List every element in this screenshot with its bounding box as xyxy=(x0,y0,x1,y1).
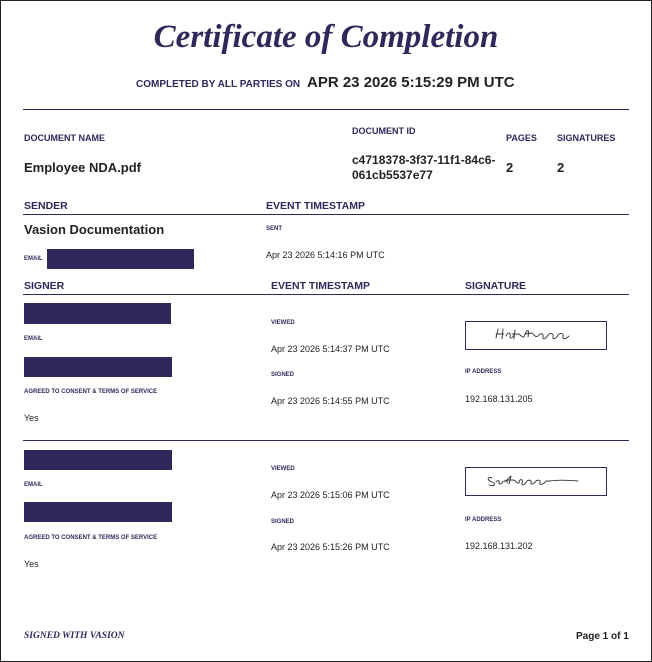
divider xyxy=(23,294,629,295)
handwritten-signature-icon xyxy=(466,468,606,495)
signed-with-brand: SIGNED WITH VASION xyxy=(24,631,125,641)
ip-address-label: IP ADDRESS xyxy=(465,369,502,375)
signature-image xyxy=(465,467,607,496)
page-number: Page 1 of 1 xyxy=(576,631,629,642)
signatures-label: SIGNATURES xyxy=(557,133,616,143)
handwritten-signature-icon xyxy=(466,322,606,349)
redacted-sender-email xyxy=(47,249,194,269)
sender-event-time: Apr 23 2026 5:14:16 PM UTC xyxy=(266,250,385,260)
signer-email-label: EMAIL xyxy=(24,336,43,342)
signed-time: Apr 23 2026 5:15:26 PM UTC xyxy=(271,542,390,552)
redacted-signer-email xyxy=(24,502,172,522)
signatures-count: 2 xyxy=(557,160,565,175)
consent-value: Yes xyxy=(24,559,39,569)
consent-value: Yes xyxy=(24,413,39,423)
document-name: Employee NDA.pdf xyxy=(24,160,142,175)
ip-address-label: IP ADDRESS xyxy=(465,517,502,523)
pages-label: PAGES xyxy=(506,133,537,143)
signature-header: SIGNATURE xyxy=(465,280,527,292)
signed-label: SIGNED xyxy=(271,519,295,525)
viewed-time: Apr 23 2026 5:15:06 PM UTC xyxy=(271,490,390,500)
viewed-label: VIEWED xyxy=(271,466,295,472)
signer-email-label: EMAIL xyxy=(24,482,43,488)
document-id-line2: 061cb5537e77 xyxy=(352,168,433,182)
ip-address: 192.168.131.205 xyxy=(465,394,533,404)
signer-event-header: EVENT TIMESTAMP xyxy=(271,280,370,292)
ip-address: 192.168.131.202 xyxy=(465,541,533,551)
sender-header: SENDER xyxy=(24,200,68,212)
consent-label: AGREED TO CONSENT & TERMS OF SERVICE xyxy=(24,389,158,395)
signed-label: SIGNED xyxy=(271,372,295,378)
document-id-line1: c4718378-3f37-11f1-84c6- xyxy=(352,153,496,167)
sender-event-label: SENT xyxy=(266,226,283,232)
divider xyxy=(23,109,629,110)
consent-label: AGREED TO CONSENT & TERMS OF SERVICE xyxy=(24,535,158,541)
sender-email-label: EMAIL xyxy=(24,256,43,262)
completed-timestamp: APR 23 2026 5:15:29 PM UTC xyxy=(307,74,515,91)
redacted-signer-name xyxy=(24,303,171,324)
redacted-signer-name xyxy=(24,450,172,470)
document-name-label: DOCUMENT NAME xyxy=(24,133,105,143)
divider xyxy=(23,440,629,441)
redacted-signer-email xyxy=(24,357,172,377)
viewed-label: VIEWED xyxy=(271,320,295,326)
certificate-title: Certificate of Completion xyxy=(153,19,499,55)
completed-label: COMPLETED BY ALL PARTIES ON xyxy=(136,79,301,90)
viewed-time: Apr 23 2026 5:14:37 PM UTC xyxy=(271,344,390,354)
document-id xyxy=(352,153,495,183)
signature-image xyxy=(465,321,607,350)
signer-header: SIGNER xyxy=(24,280,65,292)
pages-count: 2 xyxy=(506,160,514,175)
signed-time: Apr 23 2026 5:14:55 PM UTC xyxy=(271,396,390,406)
sender-name: Vasion Documentation xyxy=(24,222,165,237)
document-id-label: DOCUMENT ID xyxy=(352,126,416,136)
divider xyxy=(23,214,629,215)
sender-event-header: EVENT TIMESTAMP xyxy=(266,200,365,212)
